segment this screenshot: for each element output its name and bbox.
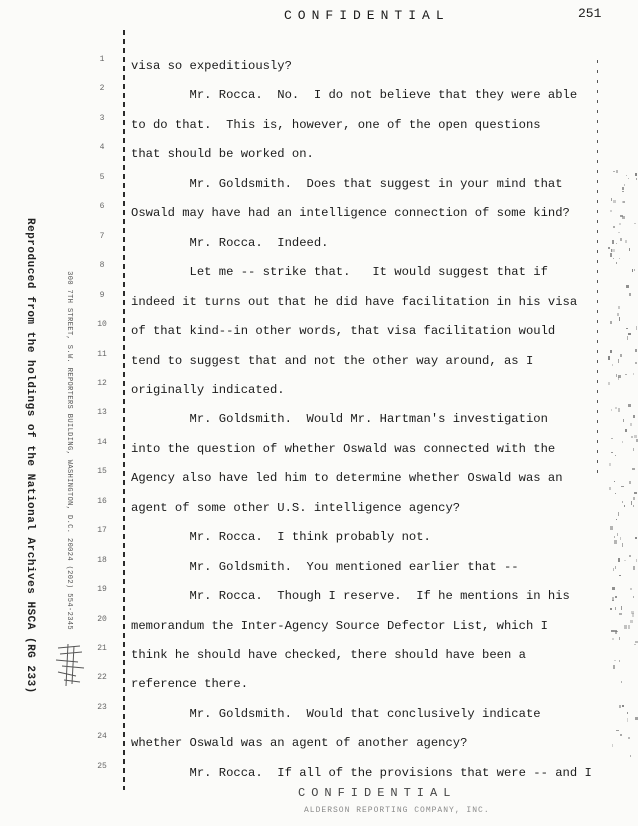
scan-speck (611, 630, 614, 632)
transcript-line: Agency also have led him to determine whether Oswald was an (131, 471, 563, 486)
scan-speck (626, 285, 629, 288)
scan-speck (627, 718, 628, 721)
scan-speck (622, 191, 624, 193)
line-number: 2 (99, 84, 105, 94)
line-number: 11 (97, 349, 107, 359)
scan-speck (622, 501, 623, 503)
scan-speck (622, 705, 624, 707)
transcript-line: indeed it turns out that he did have facilitation in his visa (131, 294, 578, 309)
scan-speck (608, 382, 610, 384)
scan-speck (634, 435, 637, 437)
scan-speck (614, 540, 617, 544)
scan-speck (628, 737, 630, 739)
scan-speck (618, 558, 620, 561)
scan-speck (629, 555, 630, 557)
scan-speck (631, 501, 633, 504)
scan-speck (616, 262, 617, 264)
line-number: 3 (99, 113, 105, 123)
transcript-line: that should be worked on. (131, 147, 314, 162)
footer-confidential: CONFIDENTIAL (298, 786, 457, 800)
scan-speck (625, 374, 627, 375)
scan-speck (627, 712, 628, 714)
scan-speck (618, 232, 620, 234)
line-number: 22 (97, 673, 107, 683)
scan-speck (633, 373, 634, 375)
scan-speck (636, 326, 637, 329)
scan-speck (629, 481, 631, 484)
line-number: 5 (99, 172, 105, 182)
transcript-line: Mr. Rocca. Indeed. (131, 235, 329, 250)
scan-speck (617, 533, 618, 536)
transcript-line: Mr. Rocca. No. I do not believe that they were able (131, 88, 578, 103)
scan-speck (635, 537, 636, 539)
transcript-line: memorandum the Inter-Agency Source Defector List, which I (131, 618, 548, 633)
scan-speck (615, 596, 617, 598)
scan-speck (616, 170, 618, 173)
line-number: 4 (99, 143, 105, 153)
scan-speck (633, 448, 634, 451)
transcript-line: Mr. Rocca. Though I reserve. If he mentions in his (131, 589, 570, 604)
line-number: 19 (97, 585, 107, 595)
scan-speck (628, 404, 631, 407)
scan-speck (636, 178, 637, 180)
scan-speck (610, 321, 612, 324)
line-number: 24 (97, 732, 107, 742)
scan-speck (612, 638, 615, 640)
line-number: 12 (97, 378, 107, 388)
scan-speck (616, 519, 617, 521)
scan-speck (620, 354, 623, 356)
scan-speck (633, 497, 635, 500)
reporter-address-text: 300 7TH STREET, S.W. REPORTERS BUILDING, WASHINGTON, D.C. 20024 (202) 554-2345 (65, 271, 73, 630)
transcript-line: visa so expeditiously? (131, 59, 292, 73)
line-number: 17 (97, 526, 107, 536)
scan-speck (618, 306, 620, 309)
scan-speck (613, 258, 614, 260)
scan-speck (614, 536, 615, 538)
scan-speck (633, 505, 634, 506)
reproduction-notice: Reproduced from the holdings of the National Archives HSCA (RG 233) (24, 218, 36, 694)
line-number: 25 (97, 761, 107, 771)
line-number: 15 (97, 467, 107, 477)
scan-speck (635, 717, 638, 720)
line-number: 1 (99, 55, 105, 64)
transcript-line: Mr. Rocca. If all of the provisions that were -- and I (131, 765, 592, 780)
scan-speck (628, 625, 630, 628)
scan-speck (613, 568, 615, 571)
scan-speck (615, 493, 617, 494)
scan-speck (624, 184, 626, 186)
scan-speck (635, 641, 638, 643)
scan-speck (613, 226, 615, 228)
scan-speck (622, 441, 623, 444)
transcript-line: Mr. Goldsmith. Would Mr. Hartman's investigation (131, 412, 548, 427)
scan-speck (614, 481, 616, 482)
scan-speck (610, 526, 613, 530)
scan-speck (615, 455, 616, 456)
transcript-line: think he should have checked, there should have been a (131, 648, 526, 662)
transcript-line: agent of some other U.S. intelligence agency? (131, 500, 461, 515)
scan-speck (618, 359, 619, 363)
scan-speck (634, 269, 635, 272)
transcript-line: whether Oswald was an agent of another agency? (131, 736, 468, 751)
scan-speck (612, 587, 614, 590)
scan-speck (612, 249, 615, 252)
scan-speck (628, 333, 631, 336)
archive-stamp (50, 640, 90, 690)
scan-speck (619, 613, 622, 616)
scan-speck (612, 364, 613, 366)
scan-speck (629, 293, 631, 296)
scan-speck (616, 243, 617, 245)
transcript-line: to do that. This is, however, one of the open questions (131, 117, 541, 132)
scan-speck (631, 611, 633, 614)
page-number: 251 (578, 6, 602, 21)
scan-speck (627, 336, 628, 340)
transcript-line: Mr. Goldsmith. Would that conclusively indicate (131, 706, 541, 721)
scan-speck (634, 644, 636, 645)
line-number: 21 (97, 644, 107, 653)
scan-speck (625, 429, 627, 432)
scan-speck (621, 681, 622, 683)
scan-speck (615, 607, 617, 611)
scan-speck (628, 178, 629, 179)
scan-speck (610, 350, 612, 353)
transcript-line: Mr. Goldsmith. You mentioned earlier that -- (131, 559, 519, 574)
line-number: 23 (97, 702, 107, 712)
scan-speck (618, 408, 620, 412)
scan-speck (614, 660, 615, 661)
scan-speck (613, 665, 615, 668)
scan-speck (635, 173, 636, 176)
scan-speck (633, 566, 635, 569)
footer-company: ALDERSON REPORTING COMPANY, INC. (304, 806, 490, 815)
scan-speck (633, 596, 634, 598)
scan-speck (608, 356, 610, 359)
scan-speck (632, 468, 635, 470)
line-number: 9 (99, 290, 105, 300)
scan-speck (620, 734, 621, 736)
scan-speck (626, 175, 627, 177)
scan-speck (613, 171, 615, 172)
line-number: 7 (99, 231, 105, 241)
scan-speck (635, 349, 638, 352)
line-number: 10 (97, 320, 107, 330)
scan-speck (616, 730, 618, 731)
scan-speck (634, 223, 636, 224)
scan-speck (630, 755, 631, 757)
scan-speck (611, 438, 614, 439)
scan-speck (618, 375, 621, 378)
line-number: 14 (97, 437, 107, 447)
scan-speck (630, 620, 633, 623)
scan-speck (630, 588, 632, 591)
scan-speck (636, 559, 637, 562)
scan-specks (608, 170, 638, 770)
scan-speck (629, 248, 631, 251)
scan-speck (608, 247, 610, 250)
scan-speck (622, 543, 623, 547)
scan-speck (620, 238, 622, 241)
line-number: 20 (97, 614, 107, 624)
scan-speck (633, 415, 635, 418)
scan-speck (621, 606, 623, 610)
line-number: 8 (99, 261, 105, 271)
scan-speck (612, 744, 613, 747)
scan-speck (609, 463, 611, 466)
scan-speck (619, 258, 621, 260)
scan-speck (612, 597, 614, 601)
transcript-line: tend to suggest that and not the other way around, as I (131, 353, 534, 368)
scan-speck (613, 200, 616, 204)
line-number: 13 (97, 408, 107, 418)
scan-speck (619, 317, 621, 321)
scan-speck (611, 249, 612, 252)
scan-speck (623, 201, 625, 202)
scan-speck (626, 328, 628, 329)
scan-speck (609, 487, 612, 491)
line-number: 18 (97, 555, 107, 565)
scan-speck (635, 362, 637, 364)
scan-speck (611, 452, 613, 453)
scan-speck (624, 560, 626, 561)
scan-speck (620, 537, 622, 539)
scan-speck (619, 223, 621, 225)
scan-speck (630, 423, 632, 426)
scan-speck (632, 613, 634, 617)
transcript-line: reference there. (131, 677, 249, 692)
scan-speck (611, 198, 613, 201)
scan-speck (622, 187, 624, 190)
transcript-line: Let me -- strike that. It would suggest that if (131, 265, 548, 280)
scan-speck (625, 240, 627, 242)
line-number: 6 (99, 202, 105, 212)
scan-speck (617, 313, 619, 316)
right-margin-rule (597, 60, 598, 480)
scan-speck (619, 575, 621, 577)
scan-speck (612, 240, 615, 243)
scan-speck (610, 210, 611, 212)
left-margin-rule (123, 30, 125, 790)
scan-speck (634, 492, 637, 495)
scan-speck (624, 625, 627, 629)
scan-speck (620, 215, 623, 218)
scan-speck (619, 660, 620, 662)
transcript-line: originally indicated. (131, 382, 285, 397)
scan-speck (615, 566, 616, 569)
transcript-line: Mr. Goldsmith. Does that suggest in your mind that (131, 176, 563, 191)
transcript-line: of that kind--in other words, that visa facilitation would (131, 324, 556, 339)
scan-speck (624, 505, 625, 507)
header-confidential: CONFIDENTIAL (284, 8, 450, 23)
scan-speck (619, 637, 620, 640)
line-number: 16 (97, 496, 107, 506)
transcript-line: Mr. Rocca. I think probably not. (131, 530, 431, 545)
transcript-line: Oswald may have had an intelligence connection of some kind? (131, 206, 570, 221)
scan-speck (611, 409, 612, 411)
scan-speck (618, 512, 620, 516)
scan-speck (619, 705, 621, 709)
scan-speck (621, 486, 623, 487)
scan-speck (614, 630, 616, 632)
scan-speck (623, 419, 624, 423)
reporter-address (65, 160, 73, 630)
transcript-line: into the question of whether Oswald was connected with the (131, 441, 556, 456)
scan-speck (615, 407, 617, 409)
scan-speck (610, 608, 612, 611)
